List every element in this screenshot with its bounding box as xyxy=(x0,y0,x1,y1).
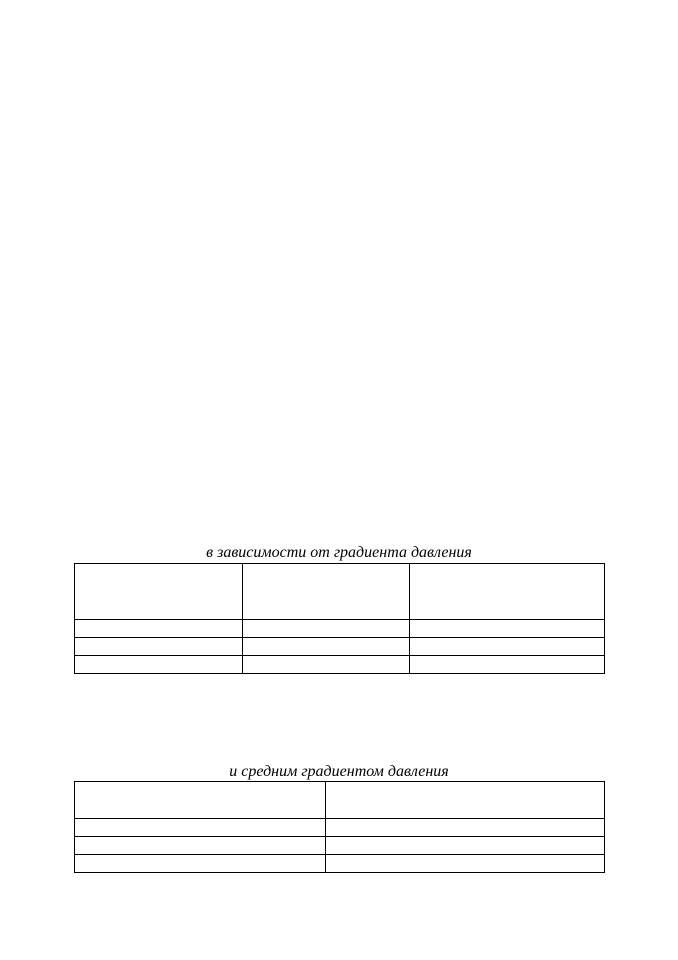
table-2 xyxy=(74,781,605,873)
table-cell xyxy=(75,620,243,638)
table-cell xyxy=(243,620,410,638)
table-row xyxy=(75,620,605,638)
table-cell xyxy=(75,782,326,819)
table-row xyxy=(75,819,605,837)
table-header-row xyxy=(75,564,605,620)
table-cell xyxy=(410,638,605,656)
table-cell xyxy=(410,564,605,620)
table-cell xyxy=(410,620,605,638)
table-cell xyxy=(326,837,605,855)
table-cell xyxy=(75,819,326,837)
table-cell xyxy=(75,837,326,855)
table-cell xyxy=(410,656,605,674)
table-1 xyxy=(74,563,605,674)
table-row xyxy=(75,855,605,873)
table-cell xyxy=(75,564,243,620)
table-row xyxy=(75,837,605,855)
table-cell xyxy=(243,564,410,620)
table-cell xyxy=(243,656,410,674)
table-cell xyxy=(75,656,243,674)
table-1-caption: в зависимости от градиента давления xyxy=(206,544,472,561)
table-row xyxy=(75,656,605,674)
table-cell xyxy=(326,782,605,819)
table-2-caption: и средним градиентом давления xyxy=(229,763,449,780)
table-cell xyxy=(243,638,410,656)
table-row xyxy=(75,638,605,656)
table-cell xyxy=(326,819,605,837)
table-header-row xyxy=(75,782,605,819)
table-cell xyxy=(75,855,326,873)
table-cell xyxy=(326,855,605,873)
table-cell xyxy=(75,638,243,656)
